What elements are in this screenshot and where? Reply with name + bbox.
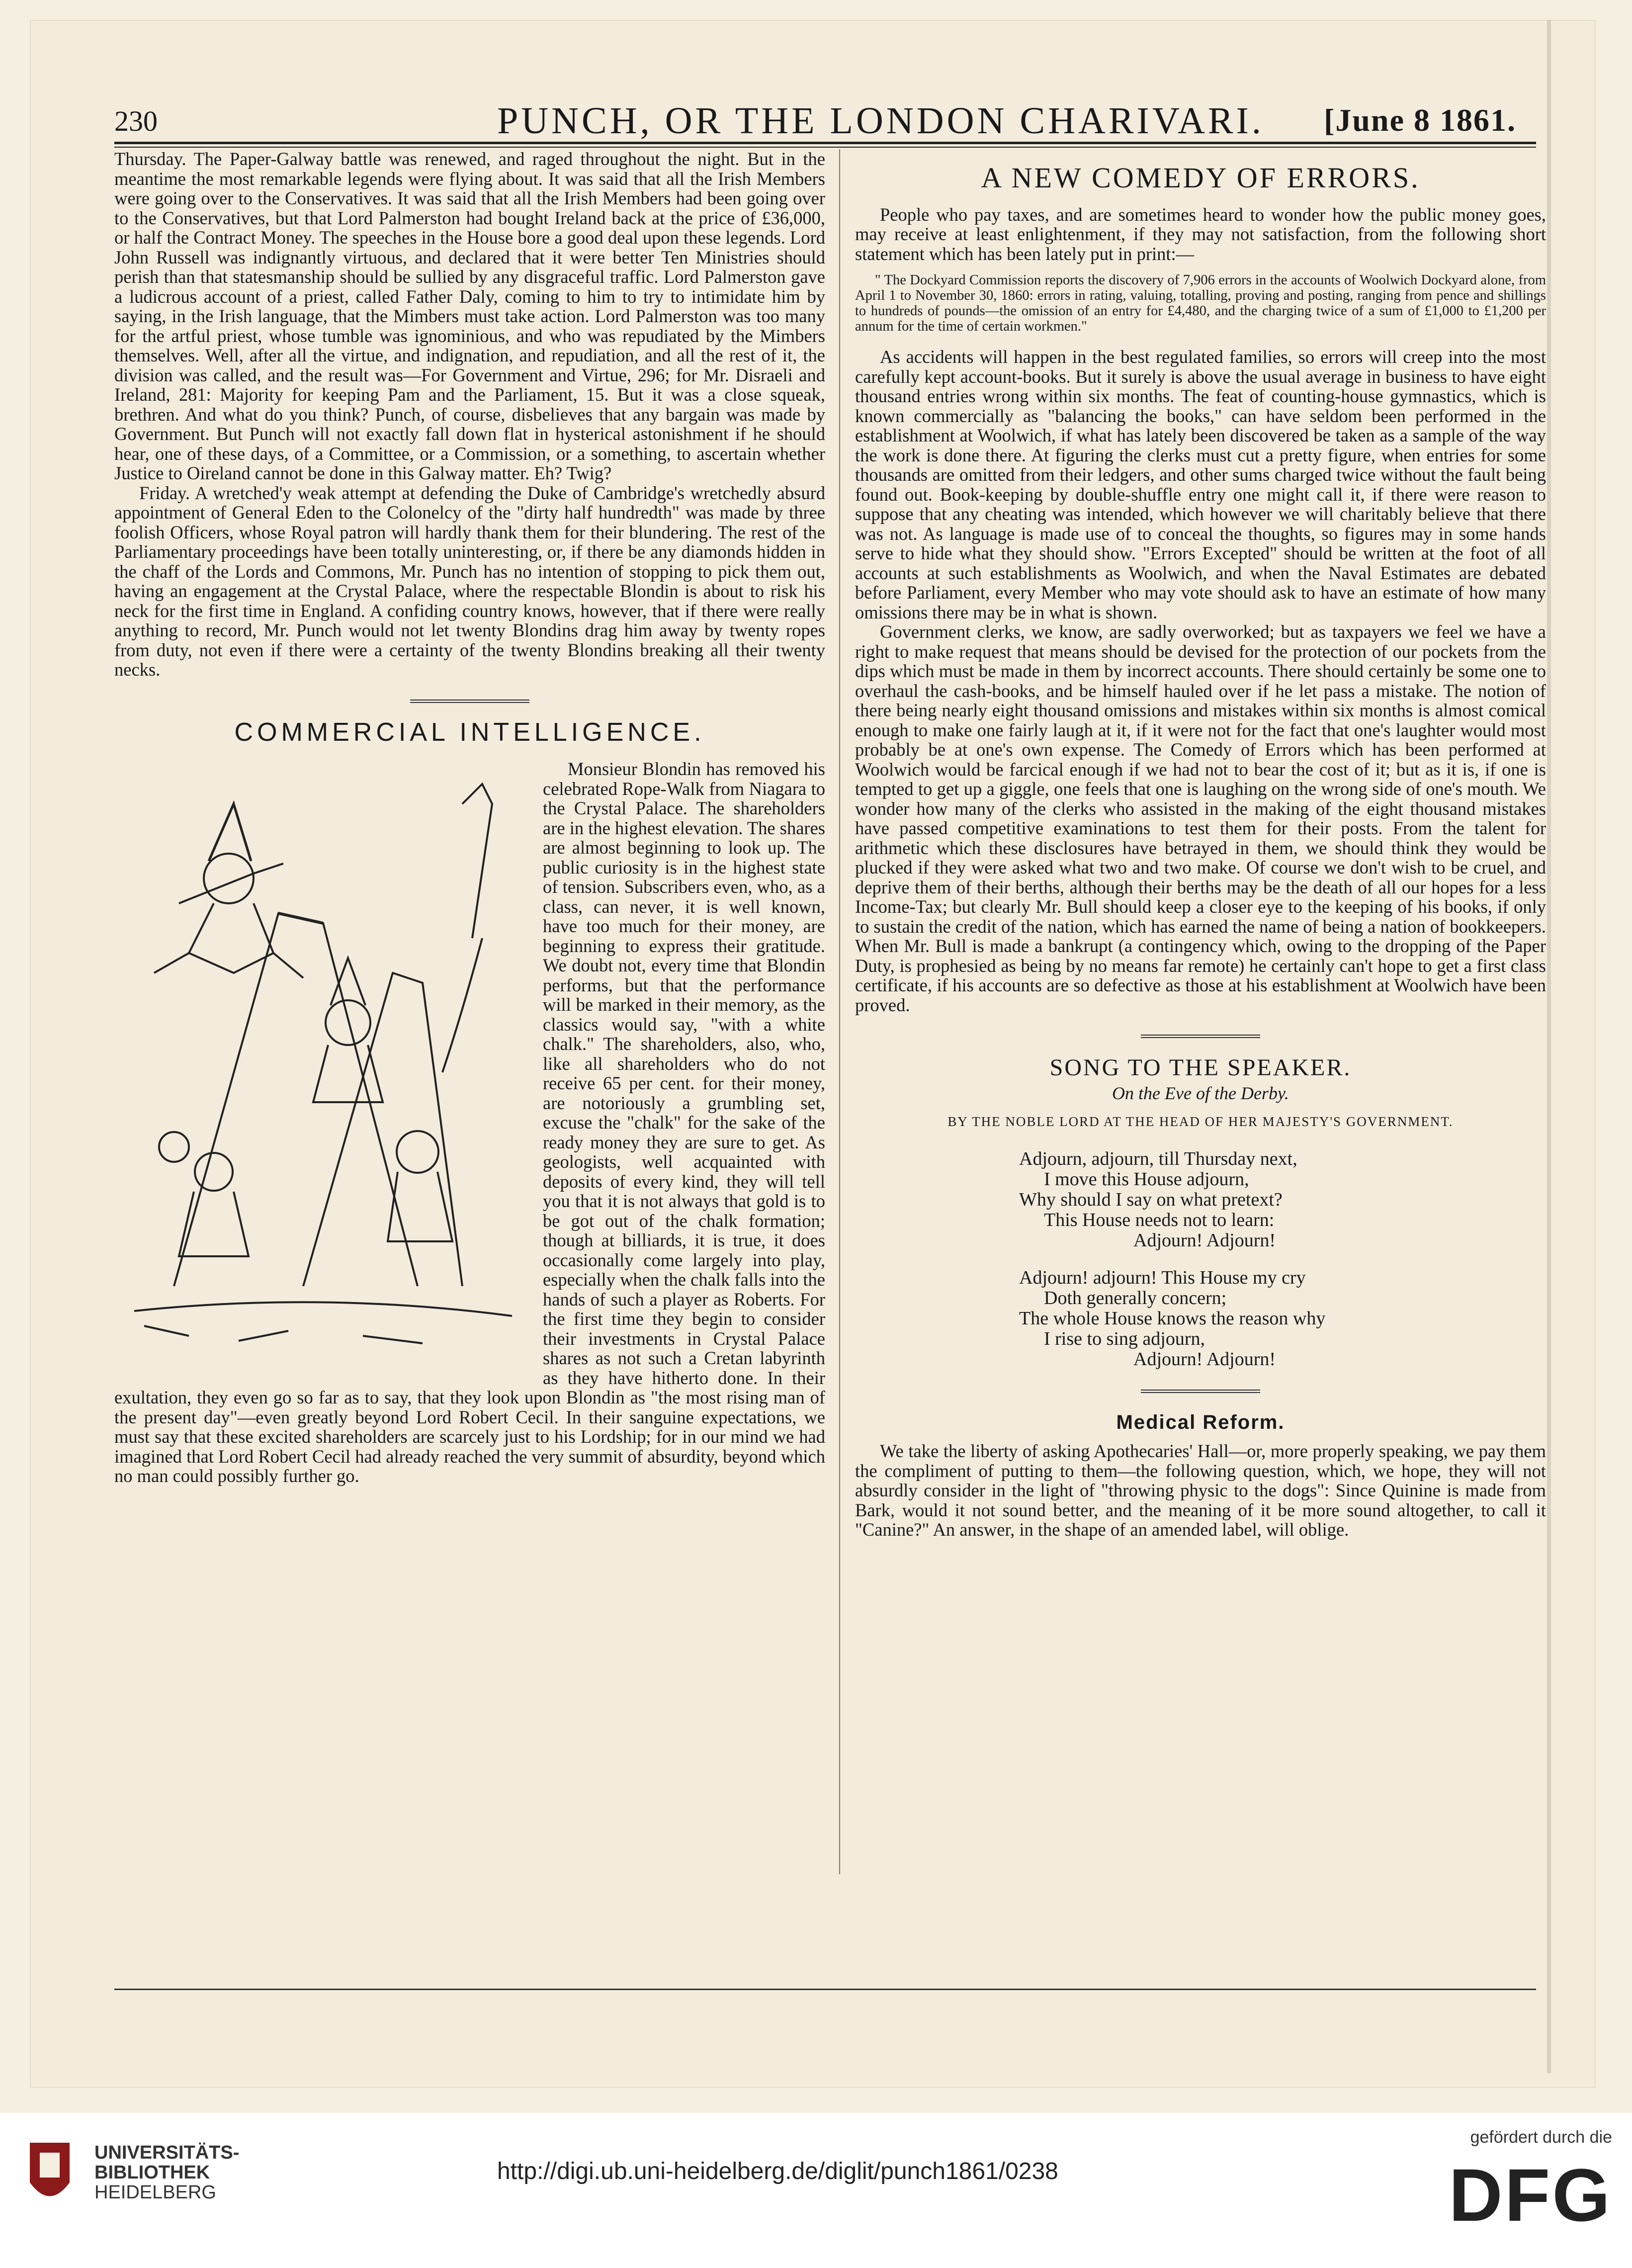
page-header bbox=[114, 89, 1516, 142]
right-column bbox=[855, 149, 1546, 1540]
institution-line: HEIDELBERG bbox=[94, 2182, 216, 2203]
poem-line: Adjourn, adjourn, till Thursday next, bbox=[1019, 1148, 1297, 1169]
page-number: 230 bbox=[114, 105, 158, 137]
poem-line: I rise to sing adjourn, bbox=[1044, 1328, 1205, 1349]
poem-line: This House needs not to learn: bbox=[1044, 1209, 1275, 1230]
section-separator bbox=[410, 699, 529, 703]
left-column bbox=[114, 149, 825, 1486]
section-separator bbox=[1141, 1035, 1260, 1038]
poem-line: Adjourn! Adjourn! bbox=[1133, 1229, 1276, 1251]
commercial-title: COMMERCIAL INTELLIGENCE. bbox=[234, 717, 705, 747]
bottom-rule bbox=[114, 1989, 1536, 1990]
institution-line: UNIVERSITÄTS- bbox=[94, 2142, 240, 2163]
song-poem bbox=[1019, 1149, 1546, 1370]
blondin-rope-imps-icon bbox=[114, 764, 532, 1376]
poem-line: I move this House adjourn, bbox=[1044, 1168, 1249, 1190]
funding-credit: gefördert durch die bbox=[1470, 2128, 1612, 2147]
medical-title: Medical Reform. bbox=[1116, 1411, 1285, 1433]
medical-paragraph: We take the liberty of asking Apothecaries' Hall—or, more properly speaking, we pay them the compliment of putting to them—the following question, which, we hope, they will not absurdly consider in the light of "throwing physic to the dogs": Since Quinine is made from Bark, would it not sound better, and the meaning of it be more sound altogether, to call it "Canine?" An answer, in the shape of an amended label, will oblige. bbox=[855, 1441, 1546, 1540]
digitization-footer bbox=[0, 2113, 1632, 2268]
running-title: PUNCH, OR THE LONDON CHARIVARI. bbox=[497, 100, 1264, 142]
comedy-paragraph-3: Government clerks, we know, are sadly overworked; but as taxpayers we feel we have a right to make request that means should be devised for the protection of our pockets from the dips which must be made in them by incorrect accounts. There should certainly be some one to overhaul the cash-books, and be himself hauled over if he let pass a mistake. The notion of there being nearly eight thousand omissions and mistakes within six months is almost comical enough to make one fairly laugh at it, if it were not for the fact that one's laughter would most probably be at one's own expense. The Comedy of Errors which has been performed at Woolwich would be farcical enough if we had not to bear the cost of it; but as it is, if one is tempted to get up a giggle, one feels that one is laughing on the wrong side of one's mouth. We wonder how many of the clerks who assisted in the making of the eight thousand mistakes have passed competitive examinations to test them for their posts. From the talent for arithmetic which these disclosures have betrayed in them, we should think they would be plucked if they were asked what two and two make. Of course we don't wish to be cruel, and deprive them of their berths, although their berths may be the death of all our hopes for a less Income-Tax; but clearly Mr. Bull should keep a closer eye to the keeping of his books, if only to sustain the credit of the nation, which has earned the name of being a nation of bookkeepers. When Mr. Bull is made a bankrupt (a contingency which, owing to the dropping of the Paper Duty, is prophesied as being by no means far remote) he certainly can't hope to get a first class certificate, if his accounts are so defective as those at his establishment at Woolwich have been proved. bbox=[855, 621, 1546, 1015]
comedy-paragraph-2: As accidents will happen in the best regulated families, so errors will creep into the most carefully kept account-books. But it surely is above the usual average in business to have eight thousand entries wrong within six months. The feat of counting-house gymnastics, which is known commercially as "balancing the books," can have seldom been performed in the establishment at Woolwich, if what has lately been discovered be taken as a sample of the way the work is done there. At figuring the clerks must cut a pretty figure, when entries for some thousands are omitted from their ledgers, and other sums charged twice without the fault being found out. Book-keeping by double-shuffle entry one might call it, if there were reason to suppose that any cheating was intended, which however we will charitably believe that there was not. As language is made use of to conceal the thoughts, so figures may in some hands serve to hide what they should show. "Errors Excepted" should be written at the foot of all accounts at such establishments as Woolwich, and when the Naval Estimates are debated before Parliament, every Member who may vote should ask to have an estimate of how many omissions there may be in what is shown. bbox=[855, 347, 1546, 622]
poem-line: Adjourn! adjourn! This House my cry bbox=[1019, 1267, 1306, 1288]
friday-paragraph: Friday. A wretched'y weak attempt at defending the Duke of Cambridge's wretchedly absurd appointment of General Eden to the Colonelcy of the "dirty half hundredth" was made by three foolish Officers, whose Royal patron will hardly thank them for their blundering. The rest of the Parliamentary proceedings have been totally uninteresting, or, if there be any diamonds hidden in the chaff of the Lords and Commons, Mr. Punch has no intention of stopping to pick them out, having an engagement at the Crystal Palace, where the respectable Blondin is about to risk his neck for the first time in England. A confiding country knows, however, that if there were really anything to record, Mr. Punch would not let twenty Blondins drag him away by twenty ropes from duty, not even if there were a certainty of the twenty Blondins breaking all their twenty necks. bbox=[114, 482, 825, 680]
section-separator bbox=[1141, 1390, 1260, 1393]
institution-line: BIBLIOTHEK bbox=[94, 2162, 210, 2183]
song-title: SONG TO THE SPEAKER. bbox=[1049, 1054, 1352, 1081]
issue-date: [June 8 1861. bbox=[1324, 102, 1516, 138]
poem-line: Adjourn! Adjourn! bbox=[1133, 1348, 1276, 1370]
stanza-2 bbox=[1019, 1268, 1546, 1370]
song-subtitle: On the Eve of the Derby. bbox=[1112, 1083, 1289, 1103]
institution-name bbox=[94, 2143, 239, 2202]
song-byline: BY THE NOBLE LORD AT THE HEAD OF HER MAJESTY'S GOVERNMENT. bbox=[947, 1114, 1454, 1129]
column-divider bbox=[839, 149, 840, 1874]
dfg-logo: DFG bbox=[1449, 2153, 1612, 2237]
comedy-intro: People who pay taxes, and are sometimes heard to wonder how the public money goes, may receive at least enlightenment, if they may not satisfaction, from the following short statement which has been lately put in print:— bbox=[855, 204, 1546, 264]
poem-line: Doth generally concern; bbox=[1044, 1287, 1227, 1308]
library-logo-icon bbox=[20, 2138, 80, 2212]
source-url-link[interactable]: http://digi.ub.uni-heidelberg.de/diglit/punch1861/0238 bbox=[497, 2158, 1058, 2184]
header-rule bbox=[114, 142, 1536, 144]
commercial-paragraph: Monsieur Blondin has removed his celebrated Rope-Walk from Niagara to the Crystal Palace. The shareholders are in the highest elevation. The shares are almost beginning to look up. The public curiosity is in the highest state of tension. Subscribers even, who, as a class, can never, it is well known, have too much for their money, are beginning to express their gratitude. We doubt not, every time that Blondin performs, but that the performance will be marked in their memory, as the classics would say, "with a white chalk." The shareholders, also, who, like all shareholders who do not receive 65 per cent. for their money, are notoriously a grumbling set, excuse the "chalk" for the sake of the ready money they are sure to get. As geologists, well acquainted with deposits of every kind, they will tell you that it is not always that gold is to be got out of the chalk formation; though at billiards, it is true, it does occasionally come largely into play, especially when the chalk falls into the hands of such a player as Roberts. For the first time they begin to consider their investments in Crystal Palace shares as not such a Cretan labyrinth as they have hitherto done. In their exultation, they even go so far as to say, that they look upon Blondin as "the most rising man of the present day"—even greatly beyond Lord Robert Cecil. In their sanguine expectations, we must say that these excited shareholders are scarcely just to his Lordship; for in our mind we had imagined that Lord Robert Cecil had already reached the very summit of absurdity, beyond which no man could possibly further go. bbox=[114, 759, 825, 1486]
poem-line: Why should I say on what pretext? bbox=[1019, 1189, 1283, 1210]
dockyard-quote: " The Dockyard Commission reports the discovery of 7,906 errors in the accounts of Woolwich Dockyard alone, from April 1 to November 30, 1860: errors in rating, valuing, totalling, proving and posting, ranging from pence and shillings to hundreds of pounds—the omission of an entry for £4,480, and the charging twice of a sum of £1,000 to £1,200 per annum for the time of certain workmen." bbox=[855, 272, 1546, 334]
binding-shadow bbox=[1547, 20, 1551, 2073]
header-rule-thin bbox=[114, 147, 1536, 148]
stanza-1 bbox=[1019, 1149, 1546, 1251]
poem-line: The whole House knows the reason why bbox=[1019, 1308, 1326, 1329]
comedy-title: A NEW COMEDY OF ERRORS. bbox=[981, 162, 1420, 194]
thursday-paragraph: Thursday. The Paper-Galway battle was renewed, and raged throughout the night. But in the meantime the most remarkable legends were flying about. It was said that all the Irish Members were going over to the Conservatives. It was said that all the Irish Members had been going over to the Conservatives, but that Lord Palmerston had bought Ireland back at the price of £36,000, or half the Contract Money. The speeches in the House bore a good deal upon these legends. Lord John Russell was indignantly virtuous, and declared that it were better Ten Ministries should perish than that statesmanship should be sullied by any disgraceful traffic. Lord Palmerston gave a ludicrous account of a priest, called Father Daly, coming to him to try to intimidate him by saying, in the Irish language, that the Mimbers must take action. Lord Palmerston was too many for the artful priest, whose tumble was ignominious, and who was repudiated by the Mimbers themselves. Well, after all the virtue, and indignation, and repudiation, and all the rest of it, the division was called, and the result was—For Government and Virtue, 296; for Mr. Disraeli and Ireland, 281: Majority for keeping Pam and the Parliament, 15. But it was a close squeak, brethren. And what do you think? Punch, of course, disbelieves that any bargain was made by Government. But Punch will not exactly fall down flat in hysterical astonishment if he should hear, one of these days, of a Committee, or a Commission, or a something, to ascertain whether Justice to Oireland cannot be done in this Galway matter. Eh? Twig? bbox=[114, 149, 825, 483]
